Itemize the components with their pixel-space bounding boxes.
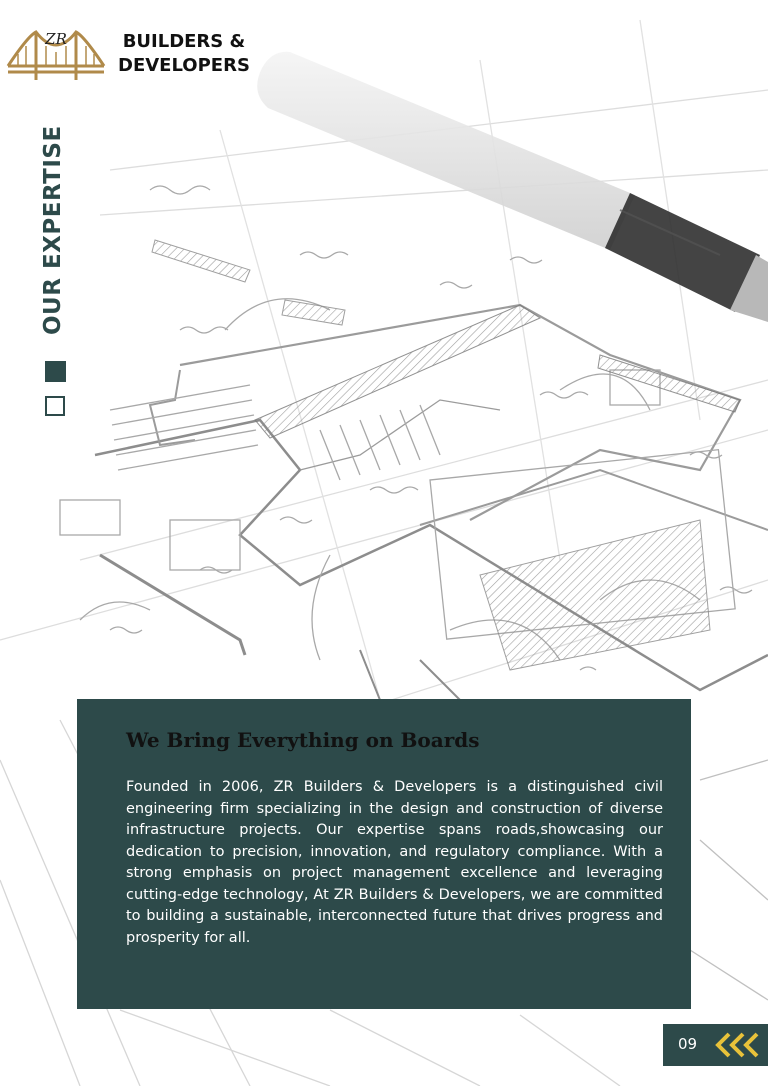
card-body: Founded in 2006, ZR Builders & Developers is a distinguished civil engineering firm specializing in the design and construction of diverse infrastructure projects. Our expertise spans roads,showcasing our dedication to precision, innovation, and regulatory compliance. With a strong emphasis on project management excellence and leveraging cutting-edge technology, At ZR Builders & Developers, we are committed to building a sustainable, interconnected future that drives progress and prosperity for all. xyxy=(126,779,663,946)
page-indicator xyxy=(663,1024,768,1066)
page-number: 09 xyxy=(678,1035,698,1053)
filled-square-icon xyxy=(45,361,66,382)
triple-chevron-left-icon xyxy=(713,1030,768,1060)
bridge-logo-icon xyxy=(6,24,106,82)
card-heading: We Bring Everything on Boards xyxy=(126,728,480,752)
brand-line-2: DEVELOPERS xyxy=(118,55,250,76)
content-card xyxy=(77,699,691,1009)
section-title: OUR EXPERTISE xyxy=(40,125,66,335)
logo-text: ZR xyxy=(45,30,67,48)
brand-line-1: BUILDERS & xyxy=(122,31,246,52)
outline-square-icon xyxy=(45,396,65,416)
brand-name xyxy=(118,30,250,78)
